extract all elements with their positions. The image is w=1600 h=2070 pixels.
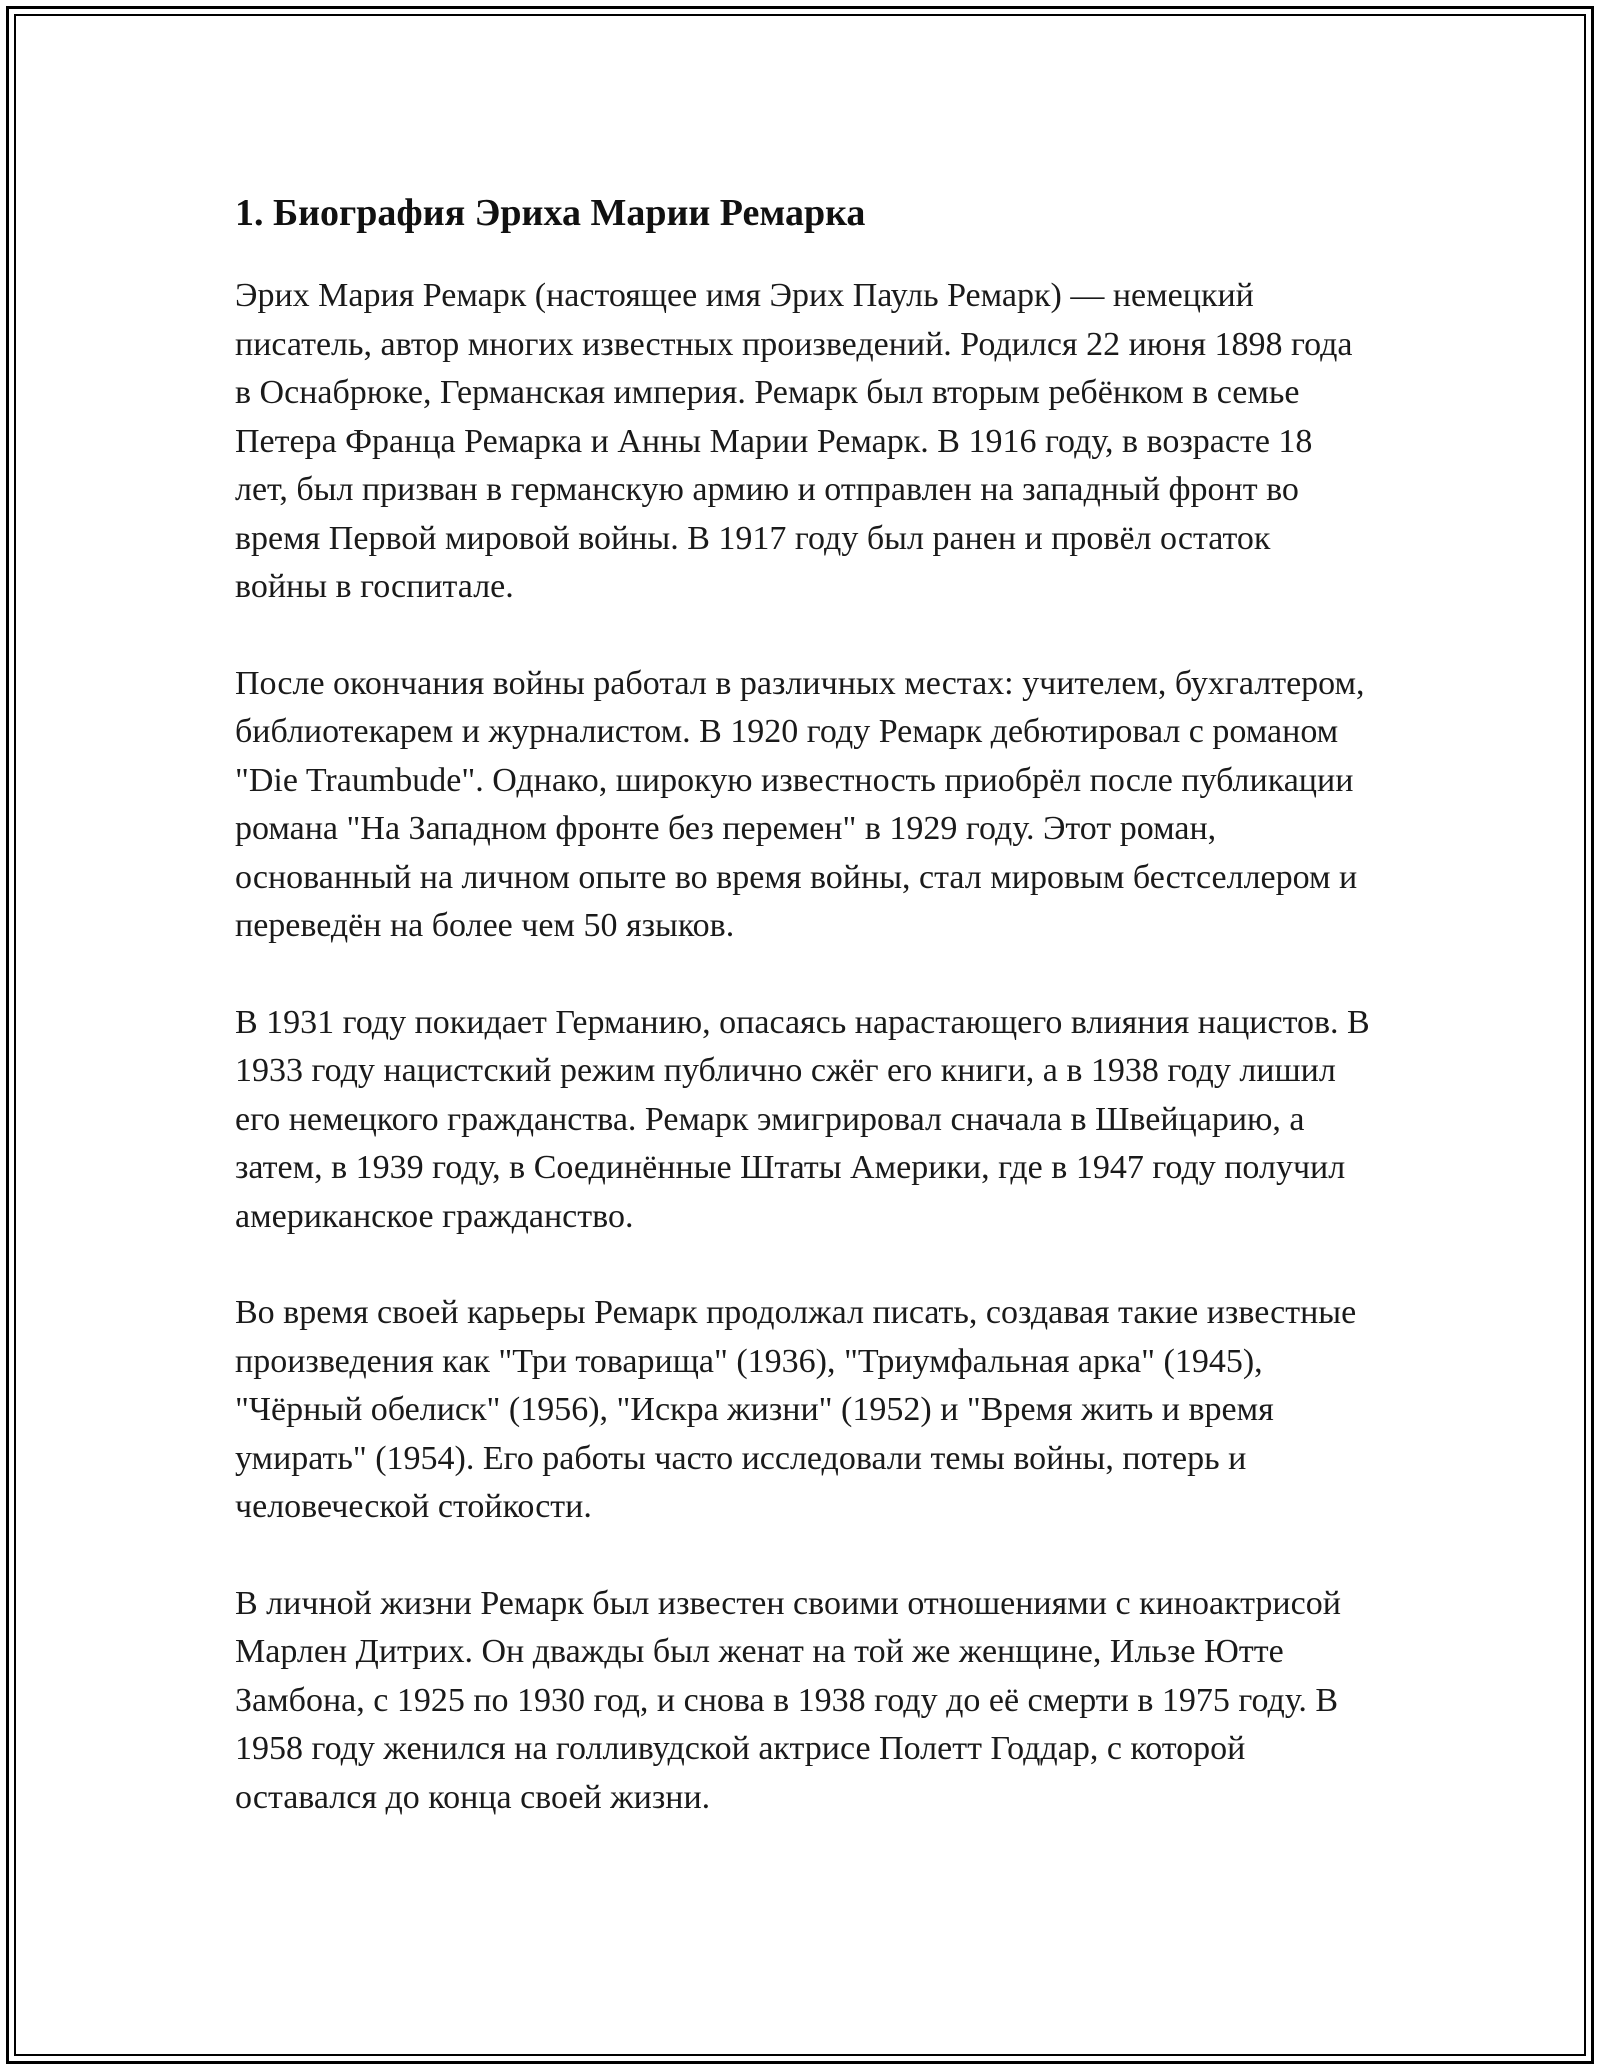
paragraph-literary-career: После окончания войны работал в различных местах: учителем, бухгалтером, библиотекарем и журналистом. В 1920 году Ремарк дебютировал с романом "Die Traumbude". Однако, широкую известность приобрёл после публикации романа "На Западном фронте без перемен" в 1929 году. Этот роман, основанный на личном опыте во время войны, стал мировым бестселлером и переведён на более чем 50 языков. — [235, 664, 1365, 944]
paragraph-works: Во время своей карьеры Ремарк продолжал писать, создавая такие известные произведения как "Три товарища" (1936), "Триумфальная арка" (1945), "Чёрный обелиск" (1956), "Искра жизни" (1952) и "Время жить и время умирать" (1954). Его работы часто исследовали темы войны, потерь и человеческой стойкости. — [235, 1294, 1357, 1525]
section-heading: 1. Биография Эриха Марии Ремарка — [235, 192, 866, 234]
document-body — [235, 186, 1370, 1870]
paragraph-early-life: Эрих Мария Ремарк (настоящее имя Эрих Пауль Ремарк) — немецкий писатель, автор многих известных произведений. Родился 22 июня 1898 года в Оснабрюке, Германская империя. Ремарк был вторым ребёнком в семье Петера Франца Ремарка и Анны Марии Ремарк. В 1916 году, в возрасте 18 лет, был призван в германскую армию и отправлен на западный фронт во время Первой мировой войны. В 1917 году был ранен и провёл остаток войны в госпитале. — [235, 277, 1353, 605]
paragraph-personal-life: В личной жизни Ремарк был известен своими отношениями с киноактрисой Марлен Дитрих. Он дважды был женат на той же женщине, Ильзе Ютте Замбона, с 1925 по 1930 год, и снова в 1938 году до её смерти в 1975 году. В 1958 году женился на голливудской актрисе Полетт Годдар, с которой оставался до конца своей жизни. — [235, 1584, 1341, 1816]
paragraph-emigration: В 1931 году покидает Германию, опасаясь нарастающего влияния нацистов. В 1933 году нацистский режим публично сжёг его книги, а в 1938 году лишил его немецкого гражданства. Ремарк эмигрировал сначала в Швейцарию, а затем, в 1939 году, в Соединённые Штаты Америки, где в 1947 году получил американское гражданство. — [235, 1003, 1370, 1235]
